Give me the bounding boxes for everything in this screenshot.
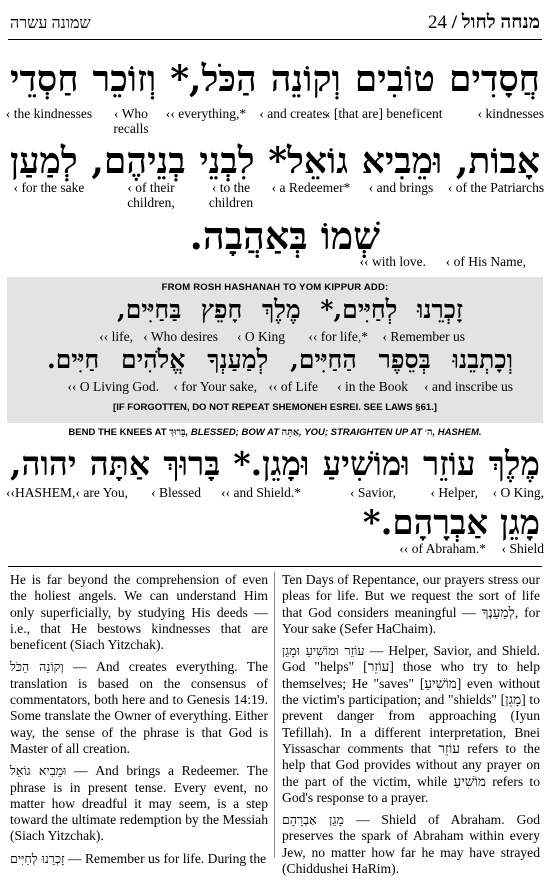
gloss-word: ‹ in the Book [337,379,408,394]
gloss-word: ‹ Savior, [350,485,396,500]
bowing-instruction: BEND THE KNEES AT בָּרוּךְ, BLESSED; BOW AT אַתָּה, YOU; STRAIGHTEN UP AT ה׳, HASHEM. [68,427,482,438]
commentary-right-column [282,572,540,883]
gloss-word: ‹ and creates [259,106,328,121]
hebrew-line-2: אָבוֹת, וּמֵבִיא גוֹאֵל* לִבְנֵי בְנֵיהֶם, לְמַעַן [10,140,540,182]
gloss-word: ‹ of His Name, [445,254,526,269]
gloss-word: ‹ Blessed [151,485,201,500]
gloss-word: ‹ to the children [208,180,254,210]
gloss-word: ‹ Who desires [143,329,218,344]
gloss-word: ‹ and inscribe us [424,379,513,394]
page-number: 24 [427,12,447,33]
insert-hebrew-line-1: זָכְרֵנוּ לְחַיִּים,* מֶלֶךְ חָפֵץ בַּחַיִּים, [117,295,463,324]
commentary-paragraph: מָגֵן אַבְרָהָם — Shield of Abraham. God preserves the spark of Abraham within every Jew, no matter how far he may have strayed (Chiddushei HaRim). [282,812,540,877]
gloss-word: ‹‹HASHEM, [6,485,76,500]
hebrew-line-3: שְׁמוֹ בְּאַהֲבָה. [189,213,380,258]
commentary-divider [8,566,542,567]
hebrew-line-1: חֲסָדִים טוֹבִים וְקוֹנֵה הַכֹּל,* וְזוֹכֵר חַסְדֵי [10,58,540,100]
gloss-word: ‹ are You, [75,485,128,500]
gloss-word: ‹ for Your sake, [173,379,257,394]
gloss-word: ‹ for the sake [13,180,85,195]
commentary-paragraph: עוֹזֵר וּמוֹשִׁיעַ וּמָגֵן — Helper, Savior, and Shield. God "helps" [עוֹזֵר] those who try to help themselves; He "saves" [מוֹשִׁיעַ] even without the victim's participation; and "shields" [מָגֵן] to prevent danger from approaching (Iyun Tefillah). In a different interpretation, Bnei Yissaschar comments that עוֹזֵר refers to the help that God provides without any prayer on the part of the victim, while מוֹשִׁיעַ refers to God's response to a prayer. [282,643,541,805]
gloss-word: ‹‹ O Living God. [67,379,159,394]
gloss-word: ‹ kindnesses [477,106,544,121]
gloss-word: ‹ O King, [492,485,544,500]
gloss-word: ‹ the kindnesses [5,106,93,121]
high-holiday-insert [7,277,543,423]
commentary-paragraph: וְקוֹנֵה הַכֹּל — And creates everything. The translation is based on the consensus of commentators, both here and to Genesis 14:19. Some translate the Owner of everything. Either way, the sense of the phrase is that God is Master of all creation. [10,659,268,756]
running-head: מנחה לחול / 24 [427,12,540,33]
gloss-word: ‹ Shield [501,541,544,556]
gloss-word: ‹ of their children, [127,180,175,210]
page-header [8,6,542,40]
prayer-title: מנחה לחול [461,12,540,33]
insert-hebrew-line-2: וְכָתְבֵנוּ בְּסֵפֶר הַחַיִּים, לְמַעַנְךָ אֱלֹהִים חַיִּים. [47,345,513,374]
gloss-word: ‹‹ for life,* [308,329,368,344]
gloss-word: ‹‹ of Abraham.* [399,541,486,556]
blessing-hebrew-line-2: מָגֵן אַבְרָהָם.* [362,503,540,543]
blessing-hebrew-line: מֶלֶךְ עוֹזֵר וּמוֹשִׁיעַ וּמָגֵן.* בָּרוּךְ אַתָּה יהוה, [10,444,540,483]
commentary-paragraph: וּמֵבִיא גוֹאֵל — And brings a Redeemer. The phrase is in present tense. Every event, no matter how dreadful it may seem, is a step toward the ultimate redemption by the Messiah (Siach Yitzchak). [10,763,268,844]
commentary-paragraph: He is far beyond the comprehension of even the holiest angels. We can understand Him only superficially, by studying His deeds — i.e., that He bestows kindnesses that are beneficent (Siach Yitzchak). [10,572,268,653]
gloss-word: ‹ [that are] beneficent [326,106,443,121]
gloss-word: ‹ Helper, [430,485,478,500]
commentary-paragraph: Ten Days of Repentance, our prayers stress our pleas for life. But we request the sort of life that God considers meaningful — לְמַעַנְךָ, for Your sake (Sefer HaChaim). [282,572,540,636]
column-rule [274,572,275,858]
gloss-word: ‹ a Redeemer* [271,180,351,195]
gloss-word: ‹ Remember us [382,329,465,344]
gloss-word: ‹‹ life, [99,329,133,344]
gloss-word: ‹‹ with love. [359,254,426,269]
gloss-word: ‹ and brings [368,180,434,195]
insert-title: FROM ROSH HASHANAH TO YOM KIPPUR ADD: [161,282,389,293]
gloss-word: ‹ of the Patriarchs [447,180,545,195]
gloss-word: ‹ O King [237,329,285,344]
commentary-paragraph: זָכְרֵנוּ לְחַיִּים — Remember us for life. During the [10,850,267,866]
gloss-word: ‹‹ and Shield.* [221,485,301,500]
commentary-left-column [10,572,268,873]
section-title: שמונה עשרה [10,15,91,32]
gloss-word: ‹ Who recalls [113,106,149,136]
insert-note: [IF FORGOTTEN, DO NOT REPEAT SHEMONEH ESREI. SEE LAWS §61.] [113,402,437,413]
gloss-word: ‹‹ of Life [268,379,318,394]
gloss-word: ‹‹ everything,* [165,106,247,121]
